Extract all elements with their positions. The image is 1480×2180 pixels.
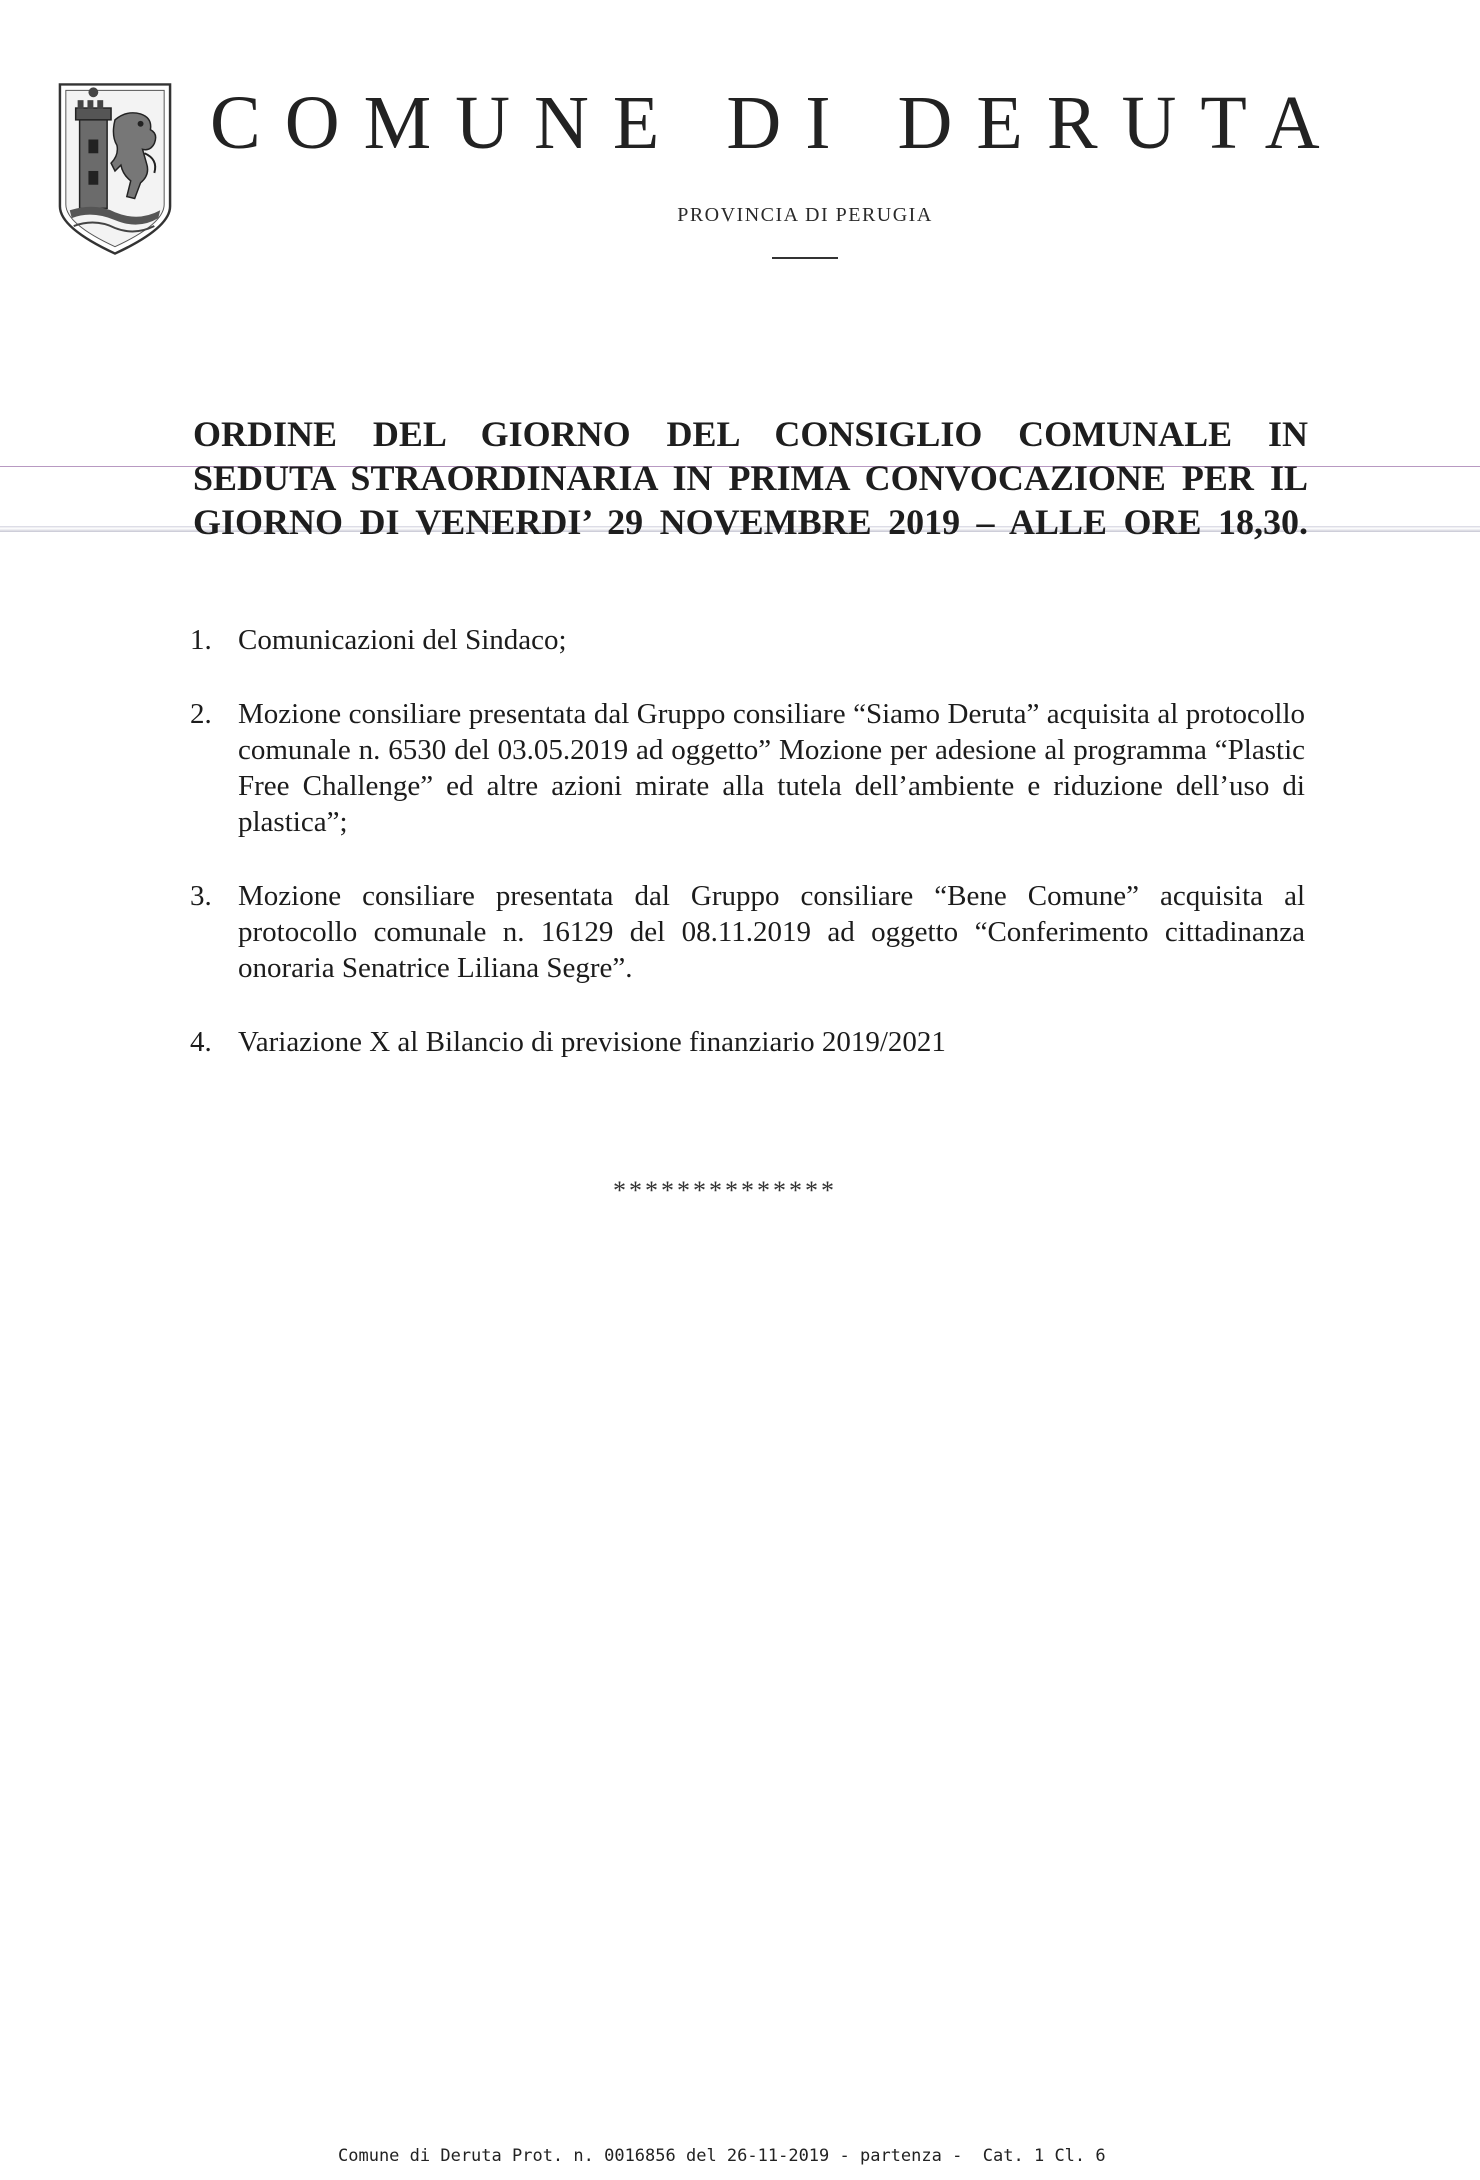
agenda-item	[180, 696, 1305, 840]
agenda-item-number: 4.	[190, 1026, 212, 1058]
agenda-item-text: Comunicazioni del Sindaco;	[238, 624, 567, 656]
agenda-item-text: Mozione consiliare presentata dal Gruppo consiliare “Siamo Deruta” acquisita al protocollo comunale n. 6530 del 03.05.2019 ad oggetto” Mozione per adesione al programma “Plastic Free Challenge” ed altre azioni mirate alla tutela dell’ambiente e riduzione dell’uso di plastica”;	[238, 698, 1305, 838]
agenda-list	[180, 622, 1305, 1098]
agenda-item-number: 2.	[190, 698, 212, 730]
agenda-heading-line: ORDINE DEL GIORNO DEL CONSIGLIO COMUNALE IN	[193, 414, 1308, 454]
municipal-crest-icon	[56, 80, 174, 258]
section-separator: **************	[613, 1176, 837, 1205]
agenda-heading-line: GIORNO DI VENERDI’ 29 NOVEMBRE 2019 – ALLE ORE 18,30.	[193, 502, 1308, 542]
page-title: COMUNE DI DERUTA	[210, 81, 1344, 165]
agenda-heading	[193, 412, 1308, 544]
agenda-heading-line: SEDUTA STRAORDINARIA IN PRIMA CONVOCAZIONE PER IL	[193, 458, 1308, 498]
agenda-item-number: 1.	[190, 624, 212, 656]
agenda-item-text: Variazione X al Bilancio di previsione finanziario 2019/2021	[238, 1026, 946, 1058]
agenda-item-text: Mozione consiliare presentata dal Gruppo consiliare “Bene Comune” acquisita al protocollo comunale n. 16129 del 08.11.2019 ad oggetto “Conferimento cittadinanza onoraria Senatrice Liliana Segre”.	[238, 880, 1305, 984]
agenda-item	[180, 878, 1305, 986]
province-subtitle: PROVINCIA DI PERUGIA	[677, 204, 933, 226]
agenda-item-number: 3.	[190, 880, 212, 912]
agenda-item	[180, 622, 1305, 658]
agenda-item	[180, 1024, 1305, 1060]
header-divider	[772, 257, 838, 259]
protocol-footer: Comune di Deruta Prot. n. 0016856 del 26-11-2019 - partenza - Cat. 1 Cl. 6	[338, 2146, 1106, 2166]
